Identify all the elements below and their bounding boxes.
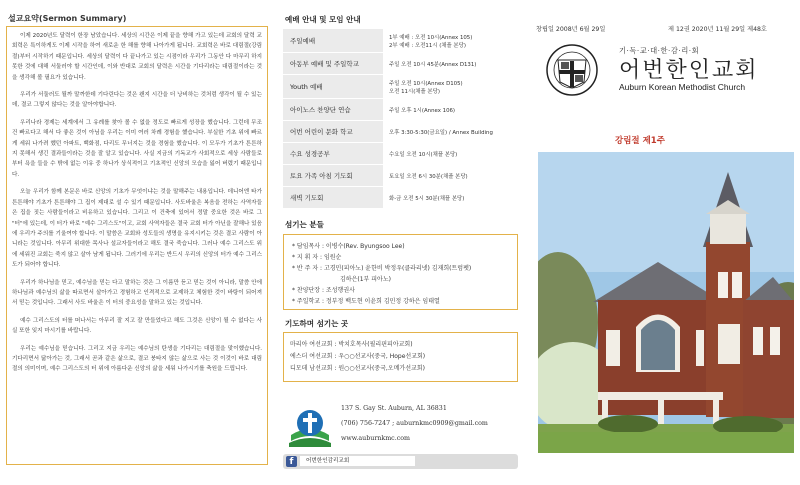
sermon-paragraph: 이제 2020년도 달력이 한장 남았습니다. 세상의 시간은 이제 끝을 향해 가고 있는데 교회의 달력 교회력은 특이하게도 이제 시작을 하여 새로운 한 해를 향해 나아가게 됩니다. 교회력은 바로 대림절(강림절)부터 시작하기 때문입니다. 세상의 달력이 다 끝나가고 있는 시점이라 우리가 그동안 다 마무리 하지 못한 것에 대해 서둘러야 할 시간인데, 이와 반대로 교회의 달력은 시간을 기다리라는 대림절이라는 것을 생각해 볼 필요가 있습니다. [12,33,262,81]
sermon-paragraph: 오늘 우리가 함께 본문은 바로 신앙의 기초가 무엇이냐는 것을 말해주는 내용입니다. 데니어엔 타가 튼튼해야 기초가 튼튼해야 그 집이 제대로 설 수 있기 때문입니다. 사도바울은 복음을 전하는 사역자들은 집을 짓는 사람들이라고 비유하고 있습니다. 그리고 이 건축에 있어서 정말 중요한 것은 바로 그 "터"에 있는데, 이 터가 바로 "예수 그리스도"이고, 교회 사역자들은 결국 교회 터가 아닌을 잘해나 있음에 우리가 주의를 기울여야 합니다. 이 말씀은 교회와 성도들의 생명을 유지시키는 것은 결코 사람이 아니라는 것입니다. 아무리 위대한 목사나 설교자들이라고 해도 결국 죽습니다. 그러나 예수 그리스도 위에 세워진 교회는 죽지 않고 살아 남게 됩니다. 그러기에 우리는 반드시 우리의 신앙의 터가 예수 그리스도가 되어야 합니다. [12,189,262,269]
prayer-box [283,332,518,382]
sermon-paragraph: 우리는 예수님을 믿습니다. 그리고 지금 우리는 예수님의 탄생을 기다리는 대림절을 맞이했습니다. 기다리면서 닮아가는 것, 그래서 곧과 같은 삶으로, 결코 붕타지 않는 삶으로 사는 것 이것이 바로 대림절의 의미이며, 예수 그리스도의 터 위에 아름다운 신앙의 삶을 세워 나가시기를 축원을 드립니다. [12,345,262,373]
facebook-icon[interactable]: f [286,456,297,467]
sermon-paragraph: 우리나라 경제는 세계에서 그 유례를 찾아 볼 수 없을 정도로 빠르게 성장을 했습니다. 그런데 무조건 빠르다고 해서 다 좋은 것이 아님을 우리는 이미 여러 차례 경험을 했습니다. 부실한 기초 위에 빠르게 세워 나가려 했던 아파트, 백화점, 다리도 무너지는 것을 경험을 했습니다. 이 모두가 기초가 튼튼하지 못해서 생긴 결과들이라는 것을 잘 알고 있습니다. 사실 지금의 기독교가 사회적으로 세상 사람들로부터 욕을 들을 수 밖에 없는 이유 중 하나가 상식적이고 기초적인 신앙의 모습을 잃어 버렸기 때문입니다. [12,119,262,178]
issue-info: 제 12권 2020년 11월 29일 제48호 [668,26,767,33]
contact-block [283,401,518,453]
schedule-title: 예배 안내 및 모임 안내 [285,15,361,24]
church-cross-logo-icon [289,405,331,447]
sermon-column [6,0,268,465]
schedule-value-line: 화-금 오전 5시 30분(채플 본당) [389,195,465,202]
schedule-row [283,75,518,99]
sermon-paragraph: 우리가 서둘러도 될까 말까한데 기다린다는 것은 왠지 시간을 더 낭비하는 것처럼 생각이 될 수 있는데, 결코 그렇지 않다는 것을 알아야합니다. [12,92,262,109]
schedule-key: 어번 어린이 문화 학교 [283,121,383,142]
schedule-value-line: 오후 3:30-5:30(금요일) / Annex Building [389,129,493,136]
schedule-value [383,53,518,74]
contact-phone-email[interactable]: (706) 756-7247 ; auburnkmc0909@gmail.com [341,420,488,427]
facebook-page-name[interactable]: 어번한인감리교회 [300,456,415,466]
church-building-photo [538,152,794,453]
schedule-value [383,99,518,120]
info-column [283,0,518,467]
schedule-value-line: 오전 11시(채플 본당) [389,88,440,95]
prayer-line: 마리아 여선교회 : 박치호목사(필리핀피아교회) [290,341,413,348]
schedule-key: 아동부 예배 및 주일학교 [283,53,383,74]
church-name: 어번한인교회 [619,58,759,83]
prayer-line: 디모데 남선교회 : 원○○선교사(중국,오메가선교회) [290,365,425,372]
schedule-key: Youth 예배 [283,75,383,98]
schedule-value-line: 1부 예배 : 오전 10시(Annex 105) [389,34,473,41]
schedule-key: 수요 성경공부 [283,143,383,164]
schedule-value-line: 주일 오전 10시(Annex D105) [389,80,463,87]
schedule-value-line: 수요일 오전 10시(채플 본당) [389,151,458,158]
schedule-value [383,165,518,186]
servers-line: * 찬양단장 : 조성행권사 [292,287,355,294]
servers-box [283,234,518,310]
prayer-line: 에스더 여선교회 : 우○○선교사(중국, Hope선교회) [290,353,426,360]
servers-line: 김하은(1부 피아노) [340,276,391,283]
liturgical-season: 강림절 제1주 [615,136,665,146]
cover-column [528,0,794,485]
schedule-key: 주일예배 [283,29,383,52]
schedule-row [283,53,518,75]
contact-address: 137 S. Gay St. Auburn, AL 36831 [341,405,447,412]
sermon-paragraph: 우리가 하나님을 믿고, 예수님을 믿는 다고 말하는 것은 그 이름만 듣고 믿는 것이 아니라, 말씀 안에 하나님과 예수님의 삶을 따르면서 살아가고 경험하고 인격적으로 교제하고 체험한 것이 바탕이 되어져서 믿는 것입니다. 그래서 사도 바울은 이 터의 중요성을 말하고 있는 것입니다. [12,279,262,307]
schedule-table [283,29,518,209]
schedule-row [283,165,518,187]
schedule-row [283,121,518,143]
servers-line: * 주일학교 : 정부정 백도현 이윤희 김민정 강하은 임태열 [292,298,440,305]
schedule-value-line: 토요일 오전 6시 30분(채플 본당) [389,173,468,180]
founded-date: 창립일 2008년 6월 29일 [536,26,606,33]
prayer-title: 기도하며 섬기는 곳 [285,319,349,328]
schedule-key: 새벽 기도회 [283,187,383,208]
schedule-key: 토요 가족 아침 기도회 [283,165,383,186]
facebook-bar[interactable] [283,454,518,469]
servers-title: 섬기는 분들 [285,220,324,229]
schedule-row [283,99,518,121]
schedule-value-line: 주일 오후 1시(Annex 106) [389,107,456,114]
methodist-seal-icon [546,44,598,96]
schedule-value [383,187,518,208]
church-name-english: Auburn Korean Methodist Church [619,82,746,92]
contact-website[interactable]: www.auburnkmc.com [341,435,410,442]
schedule-row [283,143,518,165]
schedule-row [283,29,518,53]
schedule-value-line: 주일 오전 10시 45분(Annex D131) [389,61,477,68]
sermon-title: 설교요약(Sermon Summary) [8,14,127,23]
schedule-value [383,121,518,142]
schedule-value [383,29,518,52]
servers-line: * 담임목사 : 이병수(Rev. Byungsoo Lee) [292,243,405,250]
sermon-box [6,26,268,465]
schedule-value [383,75,518,98]
sermon-paragraph: 예수 그리스도의 터를 떠나서는 아무리 잘 지고 잘 만들었다고 해도 그것은 신앙이 될 수 없다는 사실 또한 잊지 마시기를 바랍니다. [12,317,262,335]
denomination-motto: 기·독·교·대·한·감·리·회 [619,46,700,55]
schedule-key: 아이노스 찬양단 연습 [283,99,383,120]
servers-line: * 반 주 자 : 고경민(피아노) 윤한비 박정우(클라리넷) 김재희(트럼펫) [292,265,472,272]
schedule-row [283,187,518,209]
schedule-value-line: 2부 예배 : 오전11시 (채플 본당) [389,42,466,49]
servers-line: * 지 휘 자 : 임원순 [292,254,342,261]
schedule-value [383,143,518,164]
